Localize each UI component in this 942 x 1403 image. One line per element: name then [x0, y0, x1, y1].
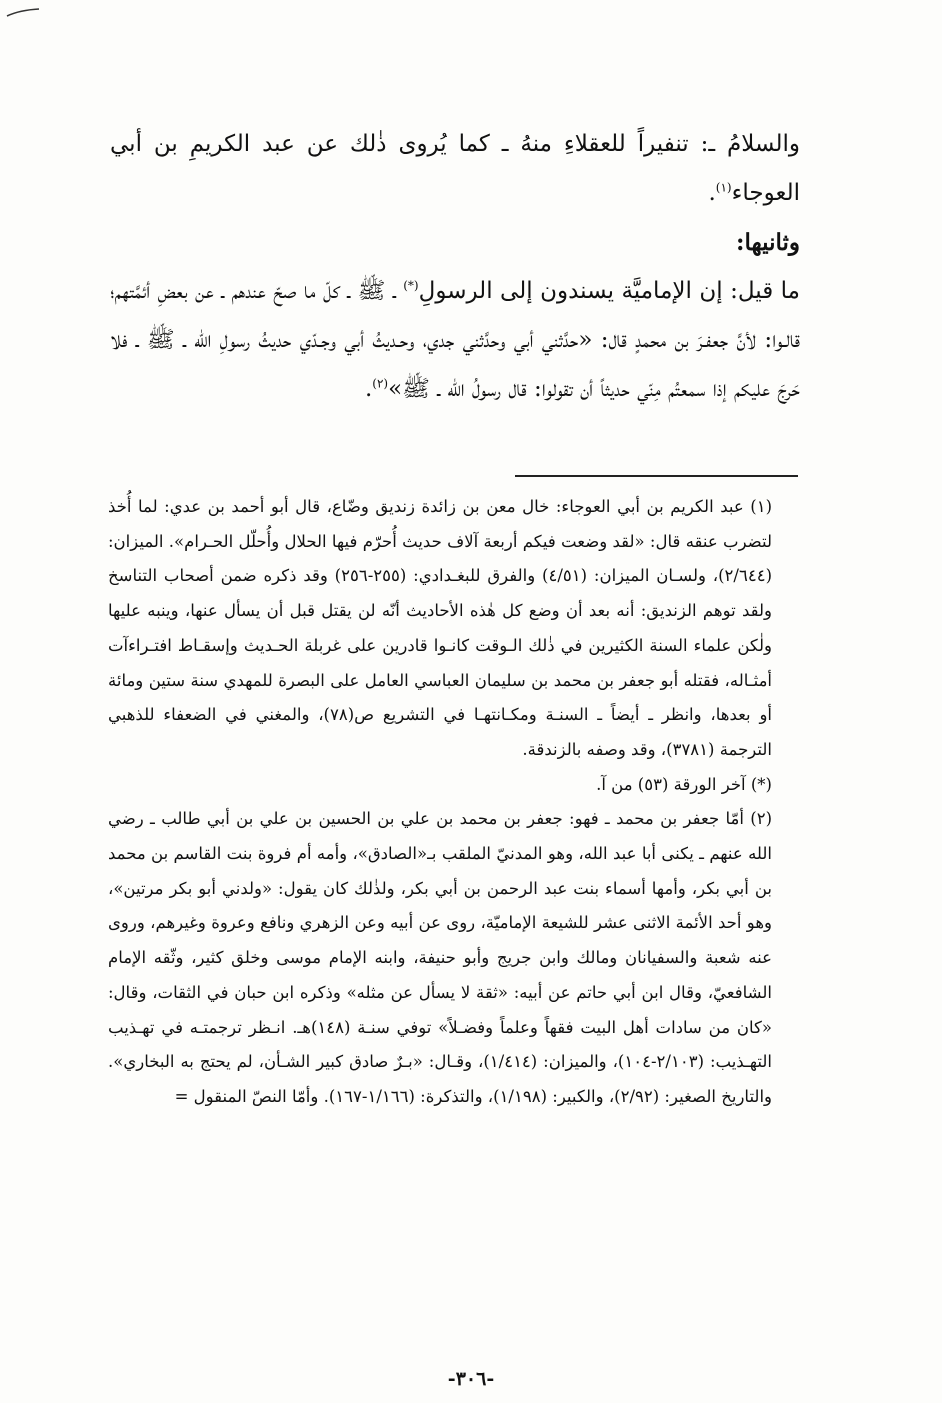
footnote-separator — [515, 475, 798, 477]
footnote-1: (١) عبد الكريم بن أبي العوجاء: خال معن بن زائدة زنديق وضّاع، قال أبو أحمد بن عدي: لما أُخذ لتضرب عنقه قال: «لقد وضعت فيكم أربعة آلاف حديث أُحرّم فيها الحلال وأُحلّل الحـرام». الميزان: (٢/٦٤٤)، ولسـان الميزان: (٤/٥١) والفرق للبغـدادي: (٢٥٥-٢٥٦) وقد ذكره ضمن أصحاب التناسخ ولقد توهم الزنديق: أنه بعد أن وضع كل هٰذه الأحاديث أنّه لن يقتل قبل أن يسأل عنها، وينبه عليها ولٰكن علماء السنة الكثيرين في ذٰلك الـوقت كانـوا قادرين على غربلة الحـديث وإسقـاط افتـراءآت أمثـاله، فقتله أبو جعفر بن محمد بن سليمان العباسي العامل على البصرة للمهدي سنة ستين ومائة أو بعدها، وانظر ـ أيضاً ـ السنـة ومكـانتهـا في التشريع ص(٧٨)، والمغني في الضعفاء للذهبي الترجمة (٣٧٨١)، وقد وصفه بالزندقة. — [108, 497, 772, 759]
paragraph-1-text: والسلامُ ـ: تنفيراً للعقلاءِ منهُ ـ كما يُروى ذٰلك عن عبد الكريمِ بن أبي العوجاء — [110, 131, 800, 206]
footnote-2: (٢) أمّا جعفر بن محمد ـ فهو: جعفر بن محمد بن علي بن الحسين بن علي بن أبي طالب ـ رضي الله عنهم ـ يكنى أبا عبد الله، وهو المدنيّ الملقب بـ«الصادق»، وأمه أم فروة بنت القاسم بن محمد بن أبي بكر، وأمها أسماء بنت عبد الرحمن بن أبي بكر، ولذٰلك كان يقول: «ولدني أبو بكر مرتين»، وهو أحد الأئمة الاثنى عشر للشيعة الإماميّة، روى عن أبيه وعن الزهري ونافع وعروة وغيرهم، وروى عنه شعبة والسفيانان ومالك وابن جريج وأبو حنيفة، وابنه الإمام موسى وخلق كثير، وثّقه الإمام الشافعيّ، وقال ابن أبي حاتم عن أبيه: «ثقة لا يسأل عن مثله» وذكره ابن حبان في الثقات، وقال: «كان من سادات أهل البيت فقهاً وعلماً وفضـلاً» توفي سنـة (١٤٨)هـ. انـظر ترجمتـه في تهـذيب التهـذيب: (٢/١٠٣-١٠٤)، والميزان: (١/٤١٤)، وقـال: «بـرٌ صادق كبير الشـأن، لم يحتج به البخاري». والتاريخ الصغير: (٢/٩٢)، والكبير: (١/١٩٨)، والتذكرة: (١/١٦٦-١٦٧). وأمّا النصّ المنقول = — [108, 809, 773, 1106]
main-text — [110, 120, 800, 414]
footnote-ref-star: (*) — [403, 278, 419, 293]
paragraph-1-end: . — [708, 180, 716, 206]
footnote-ref-1: (١) — [715, 180, 732, 195]
paragraph-2-text-b: ـ ﷺ ـ كلّ ما صحّ عندهم ـ عن بعضِ أئمَّتهم؛ قالـوا: لأنَّ جعفـرَ بن محمدٍ قال: «حدَّثني أبي وحدَّثني جدي، وحـديثُ أبي وجـدّي حديثُ رسولِ الله ـ ﷺ ـ فلا حَرجَ عليكم إذا سمعتُم مِنّي حديثاً أن تقولوا: قال رسولُ الله ـ ﷺ» — [110, 278, 800, 402]
footnotes — [108, 490, 800, 1115]
section-heading: وثانيها: — [736, 229, 800, 256]
paragraph-2-end: . — [364, 376, 373, 402]
footnote-star: (*) آخر الورقة (٥٣) من آ. — [596, 774, 772, 794]
scan-corner-mark — [6, 8, 40, 18]
footnote-ref-2: (٢) — [372, 376, 389, 391]
page-number: -٣٠٦- — [447, 1368, 495, 1390]
paragraph-2 — [110, 267, 800, 414]
paragraph-1 — [110, 120, 800, 218]
paragraph-2-text-a: ما قيل: إن الإماميَّة يسندون إلى الرسولِ — [418, 278, 801, 304]
